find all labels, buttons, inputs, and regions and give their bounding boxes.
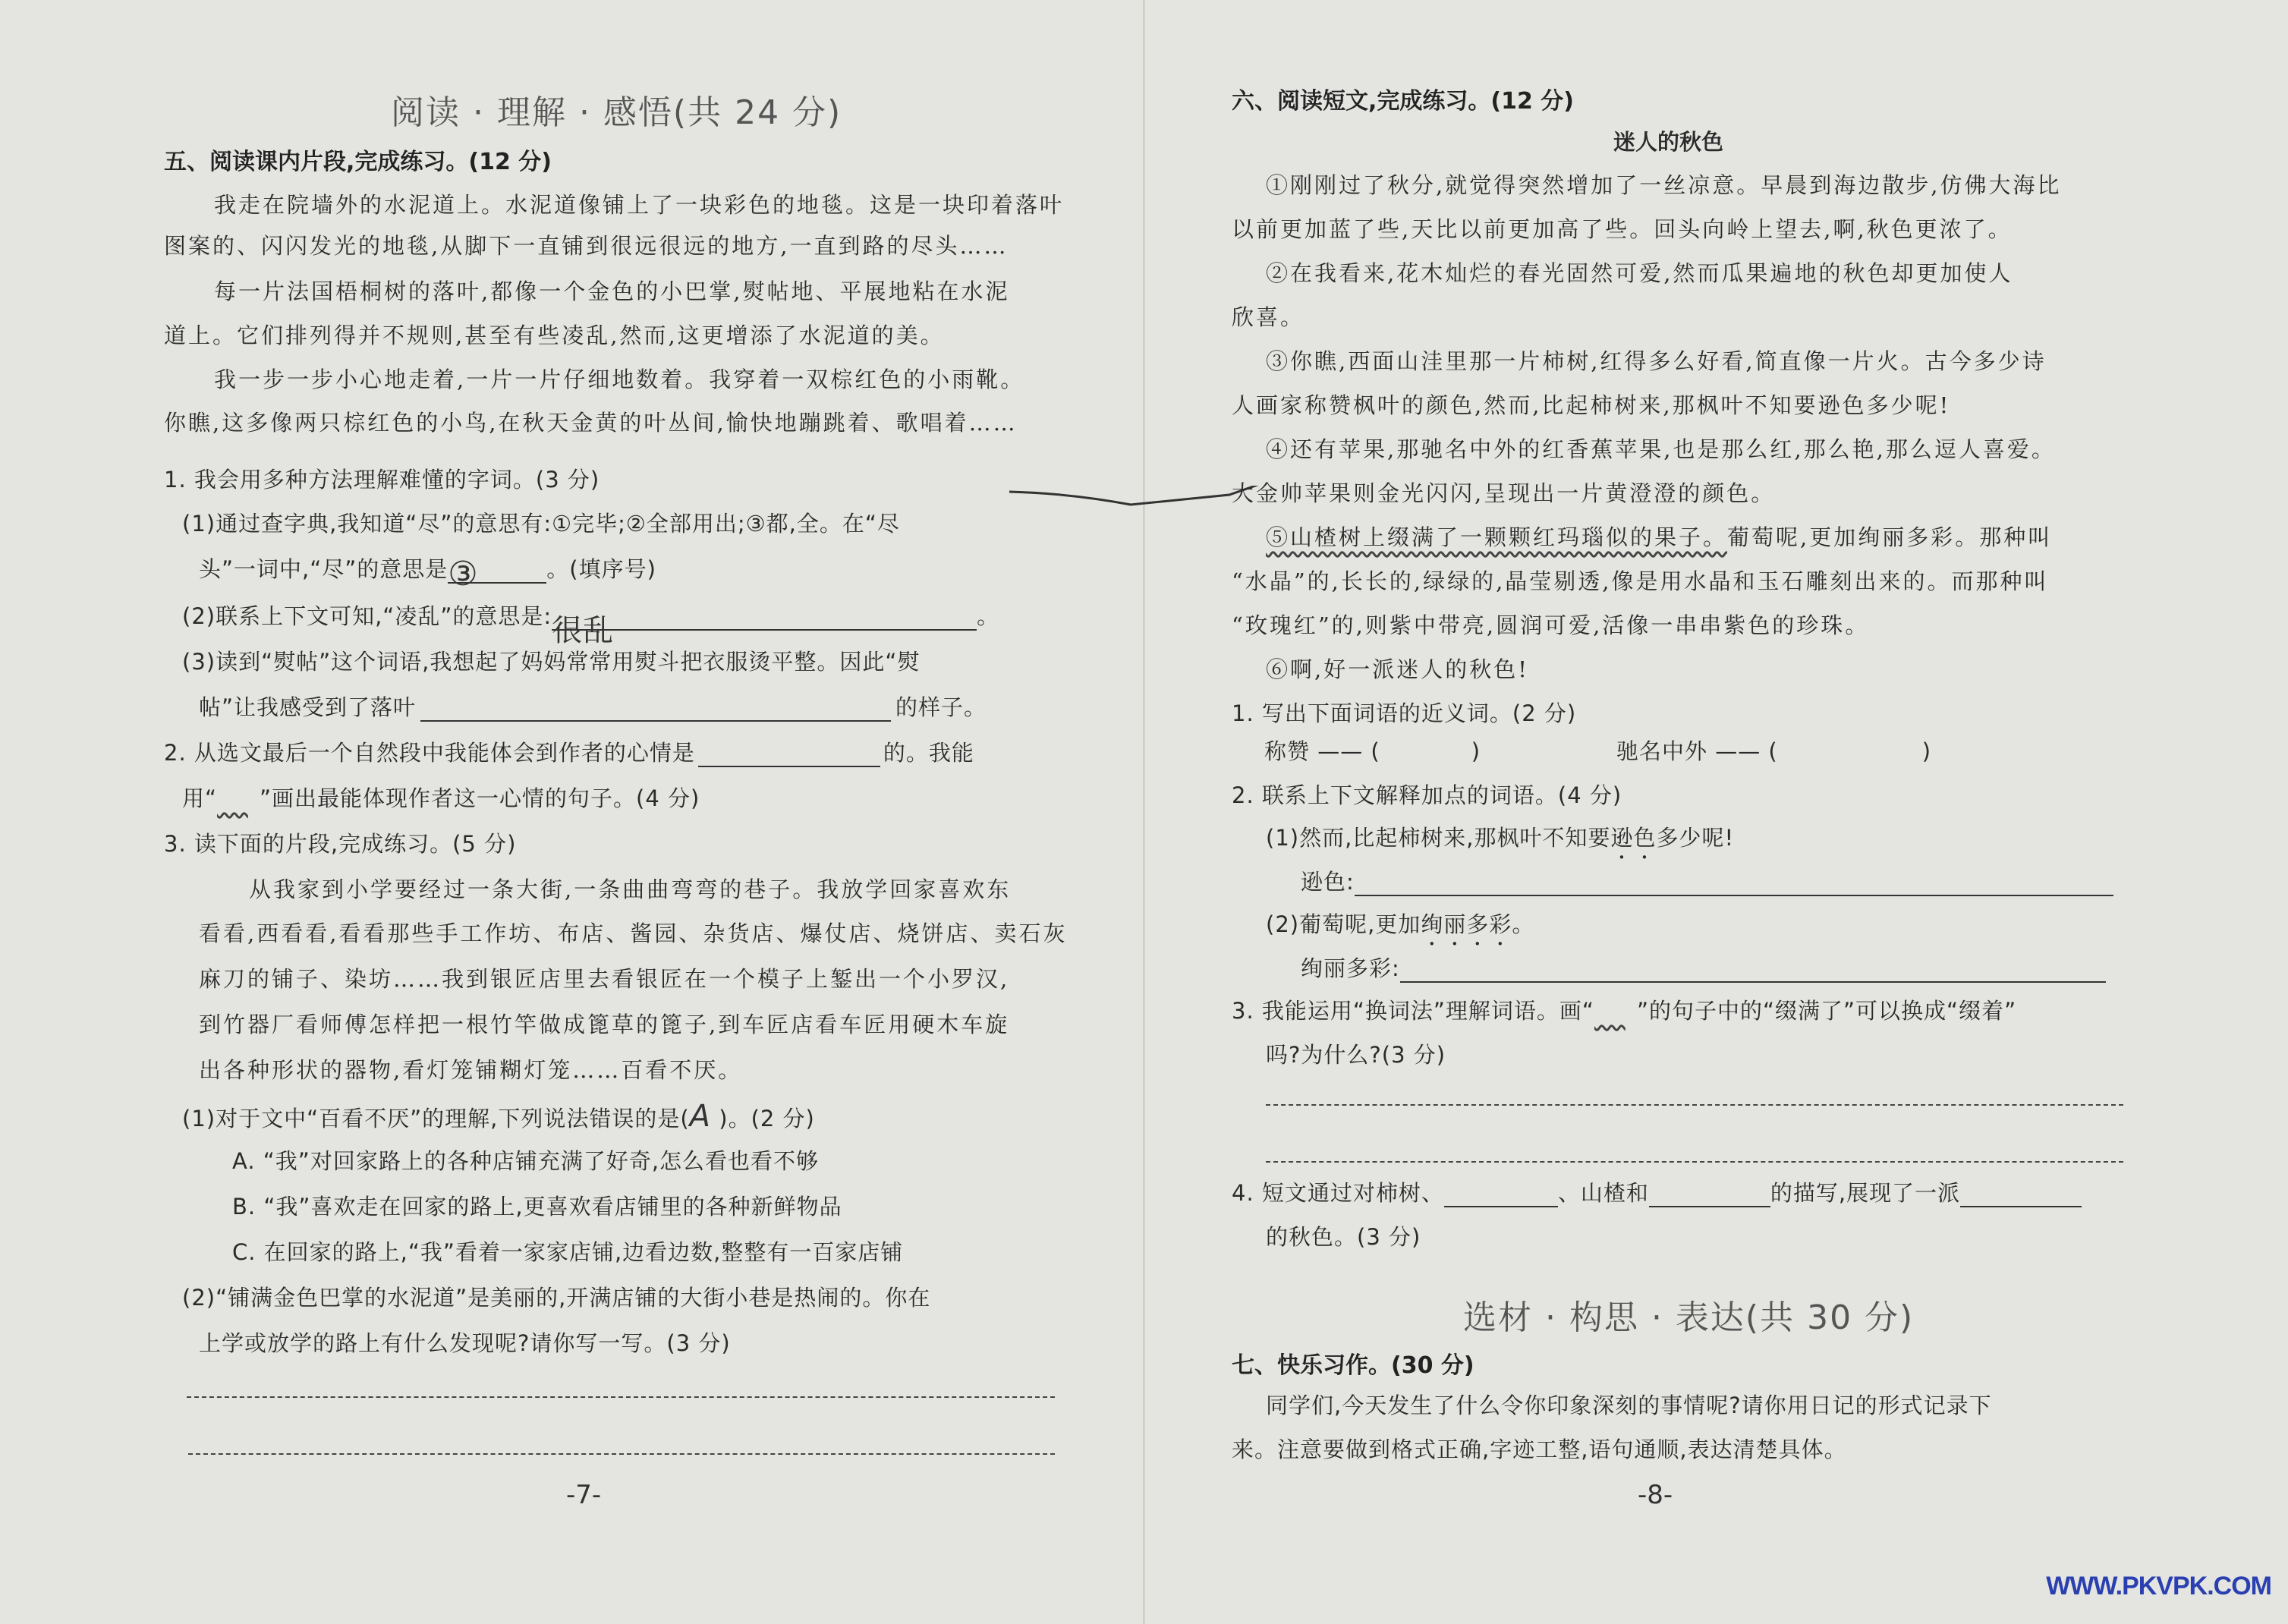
q5-1-stem: 1. 我会用多种方法理解难懂的字词。(3 分) <box>164 467 600 493</box>
q6-2-sub1-answer <box>1301 865 2113 896</box>
q6-1-word1 <box>1264 735 1481 766</box>
passage-line: 我一步一步小心地走着,一片一片仔细地数着。我穿着一双棕红色的小雨靴。 <box>214 367 1025 392</box>
answer-line[interactable] <box>187 1396 1055 1398</box>
q5-2-answer-field[interactable] <box>698 743 880 767</box>
q6-4-prompt: 、山楂和 <box>1557 1180 1649 1206</box>
dotted-word: 绚丽多彩 <box>1421 911 1512 937</box>
page-number: -7- <box>566 1480 602 1510</box>
q6-heading: 六、阅读短文,完成练习。(12 分) <box>1232 88 1575 115</box>
q5-1-sub1-prompt: 头”一词中,“尽”的意思是 <box>199 556 448 582</box>
q5-1-sub3-answer-field[interactable] <box>420 697 891 722</box>
handwritten-answer[interactable]: A <box>689 1099 712 1134</box>
q6-1-stem: 1. 写出下面词语的近义词。(2 分) <box>1232 700 1577 726</box>
q5-3-sub1 <box>182 1099 815 1134</box>
passage-line: “玫瑰红”的,则紫中带亮,圆润可爱,活像一串串紫色的珍珠。 <box>1232 612 1870 638</box>
answer-field[interactable] <box>1649 1183 1770 1207</box>
q5-1-sub2-answer-field[interactable] <box>552 606 977 648</box>
q7-prompt-line: 来。注意要做到格式正确,字迹工整,语句通顺,表达清楚具体。 <box>1232 1437 1847 1462</box>
section-title-reading: 阅读 · 理解 · 感悟(共 24 分) <box>391 93 842 132</box>
q5-3-passage-line: 从我家到小学要经过一条大街,一条曲曲弯弯的巷子。我放学回家喜欢东 <box>249 877 1012 902</box>
q6-3-line1 <box>1232 994 2016 1025</box>
q5-3-sub1-suffix: )。(2 分) <box>711 1106 815 1131</box>
passage-line: ③你瞧,西面山洼里那一片柿树,红得多么好看,简直像一片火。古今多少诗 <box>1266 348 2047 374</box>
punct: 。 <box>977 603 1000 629</box>
answer-line[interactable] <box>188 1453 1055 1455</box>
quote-open: 用“ <box>182 785 218 811</box>
passage-line: 大金帅苹果则金光闪闪,呈现出一片黄澄澄的颜色。 <box>1232 480 1776 506</box>
q5-2-line2 <box>182 782 700 813</box>
q5-1-sub1-answer-field[interactable] <box>448 555 546 593</box>
q5-3-sub2-line1: (2)“铺满金色巴掌的水泥道”是美丽的,开满店铺的大街小巷是热闹的。你在 <box>182 1285 931 1311</box>
q5-3-sub1-prompt: (1)对于文中“百看不厌”的理解,下列说法错误的是( <box>182 1106 690 1131</box>
option-a: A. “我”对回家路上的各种店铺充满了好奇,怎么看也看不够 <box>232 1148 820 1174</box>
q7-heading: 七、快乐习作。(30 分) <box>1232 1352 1474 1379</box>
q6-3-prompt: 3. 我能运用“换词法”理解词语。画“ <box>1232 998 1594 1024</box>
watermark-link[interactable]: WWW.PKVPK.COM <box>2046 1572 2271 1600</box>
passage-line: 人画家称赞枫叶的颜色,然而,比起柿树来,那枫叶不知要逊色多少呢! <box>1232 392 1951 418</box>
q5-3-stem: 3. 读下面的片段,完成练习。(5 分) <box>164 831 517 857</box>
q6-4-line2: 的秋色。(3 分) <box>1266 1224 1421 1250</box>
q5-2-line1 <box>164 736 974 767</box>
sentence-text: 。 <box>1512 911 1535 937</box>
paren-close: ) <box>1921 738 1932 764</box>
q5-3-passage-line: 看看,西看看,看看那些手工作坊、布店、酱园、杂货店、爆仗店、烧饼店、卖石灰 <box>199 921 1068 946</box>
sentence-text: 多少呢! <box>1656 825 1735 851</box>
option-b: B. “我”喜欢走在回家的路上,更喜欢看店铺里的各种新鲜物品 <box>232 1194 842 1220</box>
section-title-writing: 选材 · 构思 · 表达(共 30 分) <box>1463 1298 1915 1337</box>
q6-2-sub2 <box>1266 908 1534 951</box>
q5-3-passage-line: 麻刀的铺子、染坊……我到银匠店里去看银匠在一个模子上錾出一个小罗汉, <box>199 966 1010 992</box>
synonym-prompt-1: 称赞 —— ( <box>1264 738 1380 764</box>
wavy-underlined-sentence: ⑤山楂树上缀满了一颗颗红玛瑙似的果子。 <box>1266 524 1728 550</box>
q7-prompt-line: 同学们,今天发生了什么令你印象深刻的事情呢?请你用日记的形式记录下 <box>1266 1393 1992 1418</box>
dotted-word: 逊色 <box>1610 825 1657 851</box>
q5-1-sub1-line1: (1)通过查字典,我知道“尽”的意思有:①完毕;②全部用出;③都,全。在“尽 <box>182 511 900 537</box>
passage-line: ②在我看来,花木灿烂的春光固然可爱,然而瓜果遍地的秋色却更加使人 <box>1266 260 2013 286</box>
paren-close: ) <box>1471 738 1481 764</box>
synonym-prompt-2: 驰名中外 —— ( <box>1616 738 1778 764</box>
q6-3-prompt-rest: ”的句子中的“缀满了”可以换成“缀着” <box>1636 998 2017 1024</box>
passage-line: 每一片法国梧桐树的落叶,都像一个金色的小巴掌,熨帖地、平展地粘在水泥 <box>214 279 1010 304</box>
q6-4-prompt: 4. 短文通过对柿树、 <box>1232 1180 1444 1206</box>
q5-2-suffix: 的。我能 <box>883 740 974 766</box>
q5-1-sub2-prompt: (2)联系上下文可知,“凌乱”的意思是: <box>182 603 552 629</box>
answer-label: 绚丽多彩: <box>1301 955 1400 981</box>
answer-label: 逊色: <box>1301 869 1355 895</box>
q5-2-instruction: ”画出最能体现作者这一心情的句子。(4 分) <box>260 785 700 811</box>
answer-field[interactable] <box>1400 958 2106 983</box>
q6-1-word2 <box>1616 735 1931 766</box>
answer-field[interactable] <box>1444 1183 1558 1207</box>
q5-1-sub3-line2 <box>199 691 987 722</box>
passage-line-5 <box>1266 521 2052 552</box>
passage-line: 道上。它们排列得并不规则,甚至有些凌乱,然而,这更增添了水泥道的美。 <box>164 323 945 348</box>
q6-2-stem: 2. 联系上下文解释加点的词语。(4 分) <box>1232 782 1622 808</box>
passage-line: 我走在院墙外的水泥道上。水泥道像铺上了一块彩色的地毯。这是一块印着落叶 <box>214 192 1065 218</box>
sentence-text: (1)然而,比起柿树来,那枫叶不知要 <box>1266 825 1611 851</box>
q5-1-sub3-prompt: 帖”让我感受到了落叶 <box>199 694 417 720</box>
passage-line: “水晶”的,长长的,绿绿的,晶莹剔透,像是用水晶和玉石雕刻出来的。而那种叫 <box>1232 568 2049 594</box>
answer-line[interactable] <box>1266 1161 2123 1163</box>
q5-3-passage-line: 到竹器厂看师傅怎样把一根竹竿做成篦草的篦子,到车匠店看车匠用硬木车旋 <box>199 1012 1010 1037</box>
q6-3-line2: 吗?为什么?(3 分) <box>1266 1042 1446 1068</box>
passage-line: ①刚刚过了秋分,就觉得突然增加了一丝凉意。早晨到海边散步,仿佛大海比 <box>1266 172 2062 198</box>
passage-line: 你瞧,这多像两只棕红色的小鸟,在秋天金黄的叶丛间,愉快地蹦跳着、歌唱着…… <box>164 410 1018 436</box>
wavy-line-symbol <box>217 785 260 811</box>
answer-field[interactable] <box>1355 872 2113 896</box>
q6-4-line1 <box>1232 1176 2082 1207</box>
q6-2-sub2-answer <box>1301 952 2106 983</box>
answer-field[interactable] <box>1960 1183 2082 1207</box>
q6-2-sub1 <box>1266 821 1734 864</box>
q5-2-prompt: 2. 从选文最后一个自然段中我能体会到作者的心情是 <box>164 740 695 766</box>
passage-text: 葡萄呢,更加绚丽多彩。那种叫 <box>1727 524 2053 550</box>
q5-1-sub2 <box>182 600 1000 648</box>
q5-1-sub3-line1: (3)读到“熨帖”这个词语,我想起了妈妈常常用熨斗把衣服烫平整。因此“熨 <box>182 649 921 675</box>
wavy-line-symbol <box>1594 998 1637 1024</box>
passage-line: 以前更加蓝了些,天比以前更加高了些。回头向岭上望去,啊,秋色更浓了。 <box>1232 216 2013 242</box>
q5-1-sub1-note: 。(填序号) <box>546 556 656 582</box>
passage-line: ⑥啊,好一派迷人的秋色! <box>1266 656 1529 682</box>
option-c: C. 在回家的路上,“我”看着一家家店铺,边看边数,整整有一百家店铺 <box>232 1239 904 1265</box>
passage-line: 欣喜。 <box>1232 304 1305 330</box>
q5-1-sub3-suffix: 的样子。 <box>895 694 987 720</box>
answer-line[interactable] <box>1266 1104 2123 1106</box>
page-number: -8- <box>1638 1480 1673 1510</box>
handwritten-answer: ③ <box>448 555 479 593</box>
page-8 <box>1144 0 2288 1624</box>
q6-4-prompt: 的描写,展现了一派 <box>1770 1180 1961 1206</box>
sentence-text: (2)葡萄呢,更加 <box>1266 911 1421 937</box>
handwritten-answer: 很乱 <box>552 613 615 648</box>
article-title: 迷人的秋色 <box>1613 129 1724 155</box>
q5-heading: 五、阅读课内片段,完成练习。(12 分) <box>164 149 552 175</box>
q5-1-sub1-line2 <box>199 552 656 593</box>
passage-line: ④还有苹果,那驰名中外的红香蕉苹果,也是那么红,那么艳,那么逗人喜爱。 <box>1266 436 2056 462</box>
q5-3-sub2-line2: 上学或放学的路上有什么发现呢?请你写一写。(3 分) <box>199 1330 731 1356</box>
passage-line: 图案的、闪闪发光的地毯,从脚下一直铺到很远很远的地方,一直到路的尽头…… <box>164 233 1009 259</box>
q5-3-passage-line: 出各种形状的器物,看灯笼铺糊灯笼……百看不厌。 <box>199 1057 743 1083</box>
